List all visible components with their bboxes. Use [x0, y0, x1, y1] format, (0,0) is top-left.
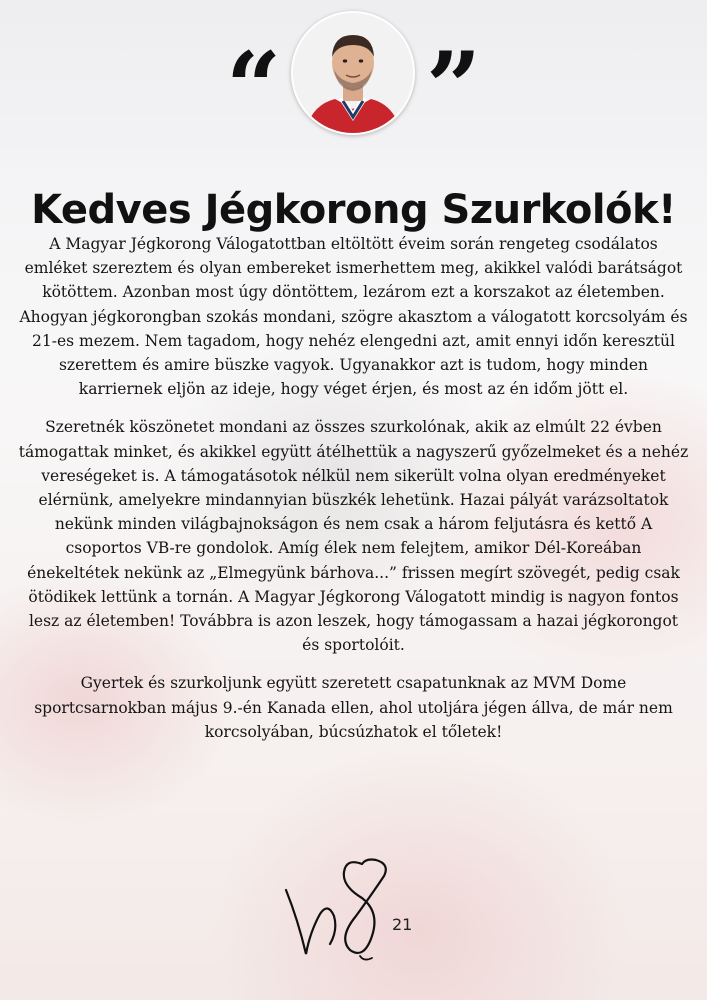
letter-body	[18, 232, 689, 758]
player-avatar	[291, 11, 415, 135]
paragraph-3: Gyertek és szurkoljunk együtt szeretett csapatunknak az MVM Dome sportcsarnokban május 9.-én Kanada ellen, ahol utoljára jégen állva, de már nem korcsolyában, búcsúzhatok el tőletek!	[34, 674, 673, 741]
paragraph-2: Szeretnék köszönetet mondani az összes szurkolónak, akik az elmúlt 22 évben támogattak minket, és akikkel együtt átélhettük a nagyszerű győzelmeket és a nehéz vereségeket is. A támogatásotok nélkül nem sikerült volna olyan eredményeket elérnünk, amelyekre mindannyian büszkék lehetünk. Hazai pályát varázsoltatok nekünk minden világbajnokságon és nem csak a három feljutásra és kettő A csoportos VB-re gondolok. Amíg élek nem felejtem, amikor Dél-Koreában énekeltétek nekünk az „Elmegyünk bárhova...” frissen megírt szövegét, pedig csak ötödikek lettünk a tornán. A Magyar Jégkorong Válogatott mindig is nagyon fontos lesz az életemben! Továbbra is azon leszek, hogy támogassam a hazai jégkorongot és sportolóit.	[18, 418, 689, 655]
handwritten-signature	[276, 850, 426, 968]
player-portrait-icon	[293, 13, 413, 133]
paragraph-1: A Magyar Jégkorong Válogatottban eltöltött éveim során rengeteg csodálatos emléket szereztem és olyan embereket ismerhettem meg, akikkel valódi barátságot kötöttem. Azonban most úgy döntöttem, lezárom ezt a korszakot az életemben. Ahogyan jégkorongban szokás mondani, szögre akasztom a válogatott korcsolyám és 21-es mezem. Nem tagadom, hogy nehéz elengedni azt, amit ennyi időn keresztül szerettem és amire büszke vagyok. Ugyanakkor azt is tudom, hogy minden karriernek eljön az ideje, hogy véget érjen, és most az én időm jött el.	[19, 235, 688, 399]
page-title: Kedves Jégkorong Szurkolók!	[31, 186, 676, 233]
signature-number: 21	[392, 915, 413, 934]
open-quote-icon: “	[226, 31, 282, 144]
close-quote-icon: ”	[426, 31, 482, 144]
